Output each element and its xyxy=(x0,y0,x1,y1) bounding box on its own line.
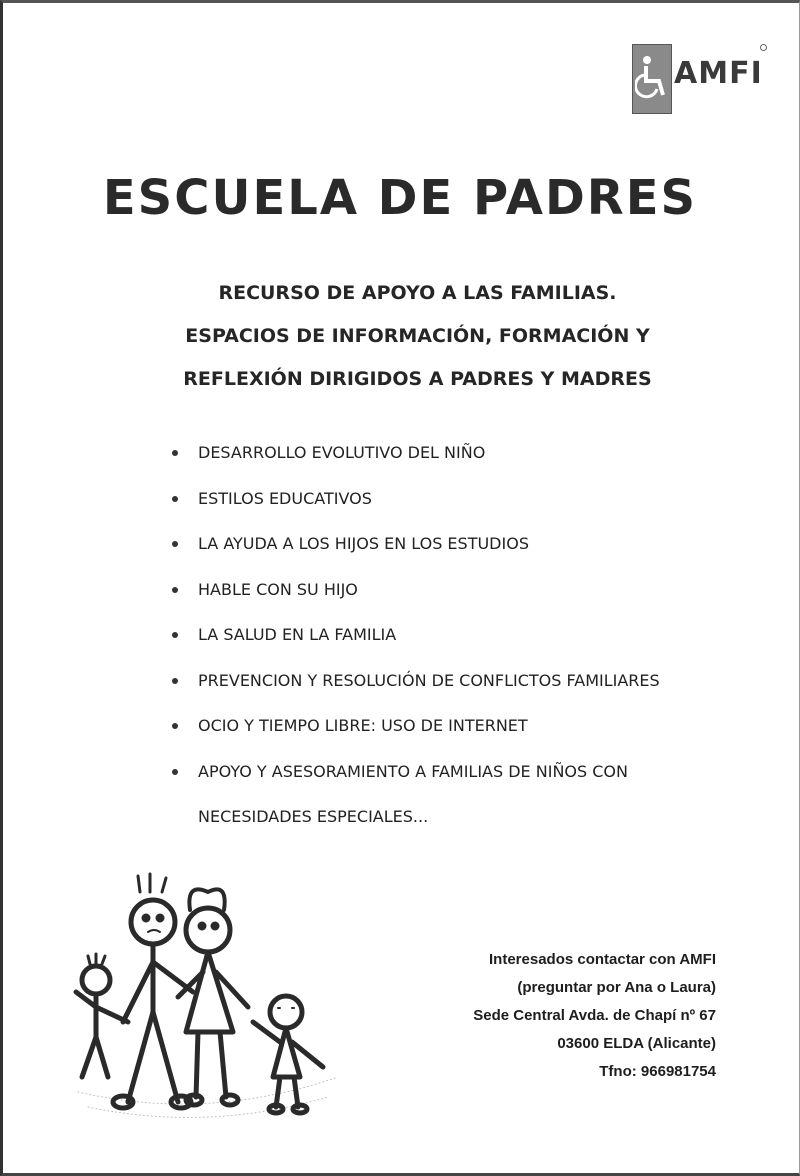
topic-label: LA AYUDA A LOS HIJOS EN LOS ESTUDIOS xyxy=(198,534,529,553)
contact-block xyxy=(440,946,716,1086)
contact-line: 03600 ELDA (Alicante) xyxy=(557,1035,716,1052)
child-figure-left xyxy=(76,954,128,1077)
wheelchair-icon xyxy=(632,44,672,114)
list-item xyxy=(172,488,660,534)
bullet-icon xyxy=(172,723,178,729)
registered-mark xyxy=(760,44,767,51)
bullet-icon xyxy=(172,678,178,684)
topic-label: OCIO Y TIEMPO LIBRE: USO DE INTERNET xyxy=(198,716,528,735)
contact-phone: Tfno: 966981754 xyxy=(599,1063,716,1080)
subtitle-line-3: REFLEXIÓN DIRIGIDOS A PADRES Y MADRES xyxy=(183,368,652,390)
list-item xyxy=(172,533,660,579)
list-item xyxy=(172,579,660,625)
bullet-icon xyxy=(172,632,178,638)
subtitle-line-2: ESPACIOS DE INFORMACIÓN, FORMACIÓN Y xyxy=(185,325,650,347)
mother-figure xyxy=(178,889,248,1105)
list-item xyxy=(172,670,660,716)
contact-line: Interesados contactar con AMFI xyxy=(489,951,716,968)
list-item xyxy=(172,715,660,761)
bullet-icon xyxy=(172,496,178,502)
child-figure-right xyxy=(253,996,323,1113)
topic-label: ESTILOS EDUCATIVOS xyxy=(198,488,372,508)
bullet-icon xyxy=(172,587,178,593)
logo-wordmark: AMFI xyxy=(674,56,763,91)
list-item xyxy=(172,624,660,670)
contact-line: (preguntar por Ana o Laura) xyxy=(517,979,716,996)
list-item xyxy=(172,761,660,807)
topic-label: LA SALUD EN LA FAMILIA xyxy=(198,625,397,644)
list-item xyxy=(172,442,660,488)
amfi-logo xyxy=(632,44,767,116)
topic-label: HABLE CON SU HIJO xyxy=(198,579,358,599)
bullet-icon xyxy=(172,450,178,456)
topic-list xyxy=(172,442,660,828)
subtitle-line-1: RECURSO DE APOYO A LAS FAMILIAS. xyxy=(218,282,617,304)
page-title: ESCUELA DE PADRES xyxy=(102,170,698,226)
topic-label: PREVENCION Y RESOLUCIÓN DE CONFLICTOS FAMILIARES xyxy=(198,670,660,690)
topic-label: DESARROLLO EVOLUTIVO DEL NIÑO xyxy=(198,443,486,462)
contact-line: Sede Central Avda. de Chapí nº 67 xyxy=(473,1007,716,1024)
family-drawing xyxy=(68,862,348,1132)
bullet-icon xyxy=(172,769,178,775)
topic-label: APOYO Y ASESORAMIENTO A FAMILIAS DE NIÑOS CON xyxy=(198,761,628,781)
bullet-icon xyxy=(172,541,178,547)
topic-continuation: NECESIDADES ESPECIALES... xyxy=(198,807,429,826)
